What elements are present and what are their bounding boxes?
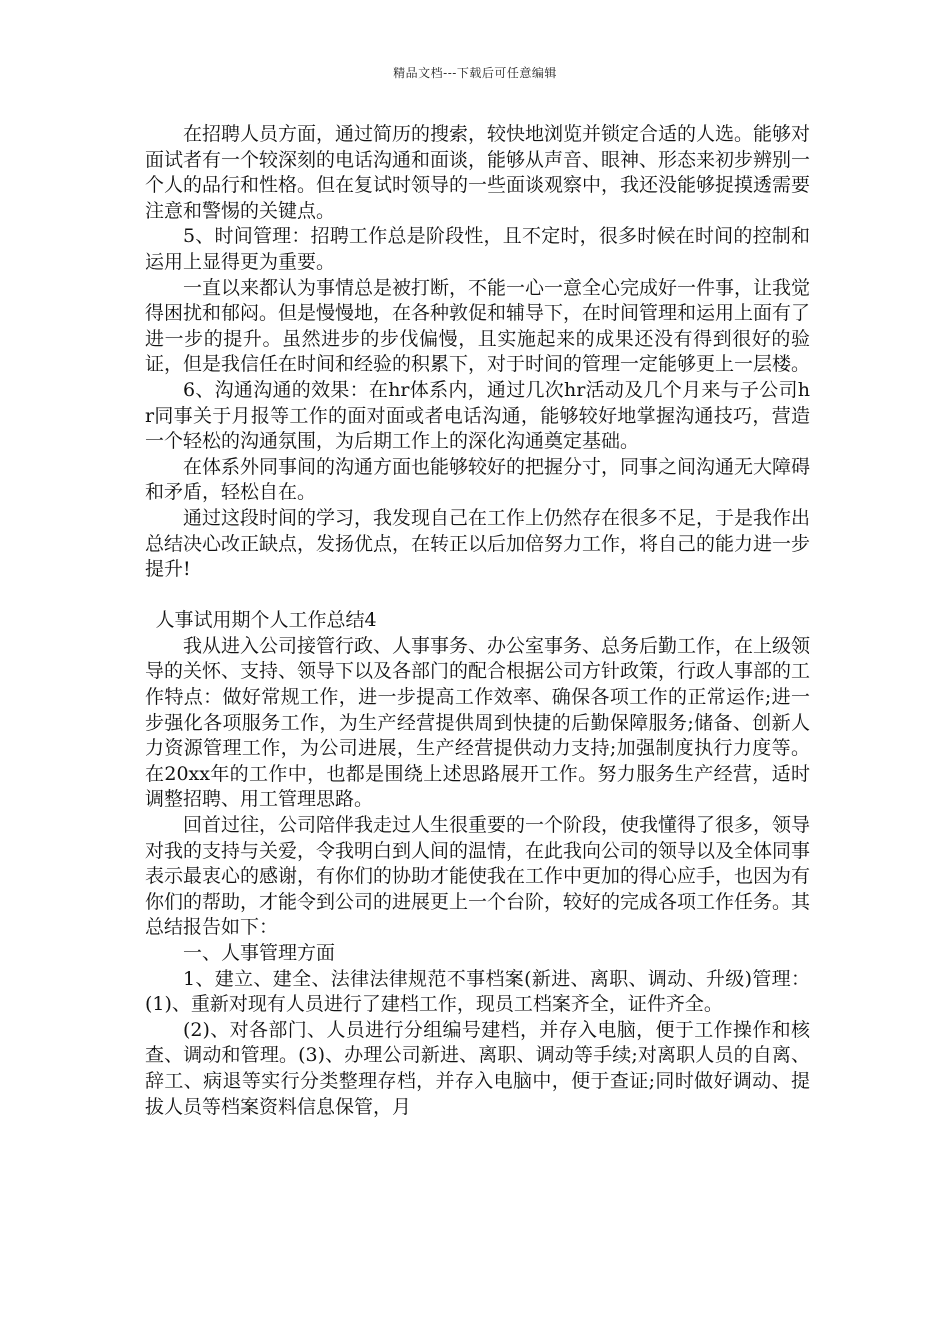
page-header: 精品文档---下载后可任意编辑 (393, 66, 557, 80)
paragraph-intro: 我从进入公司接管行政、人事事务、办公室事务、总务后勤工作，在上级领导的关怀、支持、领导下以及各部门的配合根据公司方针政策，行政人事部的工作特点：做好常规工作，进一步提高工作效率、确保各项工作的正常运作;进一步强化各项服务工作，为生产经营提供周到快捷的后勤保障服务;储备、创新人力资源管理工作，为公司进展，生产经营提供动力支持;加强制度执行力度等。在20xx年的工作中，也都是围绕上述思路展开工作。努力服务生产经营，适时调整招聘、用工管理思路。 (145, 634, 811, 811)
document-body (145, 122, 810, 1120)
paragraph-conclusion: 通过这段时间的学习，我发现自己在工作上仍然存在很多不足，于是我作出总结决心改正缺点，发扬优点，在转正以后加倍努力工作，将自己的能力进一步提升! (145, 506, 811, 581)
paragraph-gratitude: 回首过往，公司陪伴我走过人生很重要的一个阶段，使我懂得了很多，领导对我的支持与关爱，令我明白到人间的温情，在此我向公司的领导以及全体同事表示最衷心的感谢，有你们的协助才能使我在工作中更加的得心应手，也因为有你们的帮助，才能令到公司的进展更上一个台阶，较好的完成各项工作任务。其总结报告如下： (145, 814, 811, 939)
section-title: 人事试用期个人工作总结4 (155, 609, 377, 632)
paragraph-archive-2: (2)、对各部门、人员进行分组编号建档，并存入电脑，便于工作操作和核查、调动和管理。(3)、办理公司新进、离职、调动等手续;对离职人员的自离、辞工、病退等实行分类整理存档，并存入电脑中，便于查证;同时做好调动、提拔人员等档案资料信息保管，月 (145, 1018, 810, 1118)
paragraph-time-management: 5、时间管理：招聘工作总是阶段性，且不定时，很多时候在时间的控制和运用上显得更为重要。 (145, 225, 810, 273)
subsection-heading: 一、人事管理方面 (183, 942, 336, 964)
paragraph-communication: 6、沟通沟通的效果：在hr体系内，通过几次hr活动及几个月来与子公司hr同事关于月报等工作的面对面或者电话沟通，能够较好地掌握沟通技巧，营造一个轻松的沟通氛围，为后期工作上的深化沟通奠定基础。 (145, 378, 810, 453)
paragraph-interruptions: 一直以来都认为事情总是被打断，不能一心一意全心完成好一件事，让我觉得困扰和郁闷。但是慢慢地，在各种敦促和辅导下，在时间管理和运用上面有了进一步的提升。虽然进步的步伐偏慢，且实施起来的成果还没有得到很好的验证，但是我信任在时间和经验的积累下，对于时间的管理一定能够更上一层楼。 (145, 276, 811, 376)
paragraph-external-communication: 在体系外同事间的沟通方面也能够较好的把握分寸，同事之间沟通无大障碍和矛盾，轻松自在。 (145, 455, 811, 504)
paragraph-archive-1: 1、建立、建全、法律法律规范不事档案(新进、离职、调动、升级)管理：(1)、重新对现有人员进行了建档工作，现员工档案齐全，证件齐全。 (145, 967, 810, 1016)
paragraph-recruitment: 在招聘人员方面，通过简历的搜索，较快地浏览并锁定合适的人选。能够对面试者有一个较深刻的电话沟通和面谈，能够从声音、眼神、形态来初步辨别一个人的品行和性格。但在复试时领导的一些面谈观察中，我还没能够捉摸透需要注意和警惕的关键点。 (145, 123, 811, 222)
